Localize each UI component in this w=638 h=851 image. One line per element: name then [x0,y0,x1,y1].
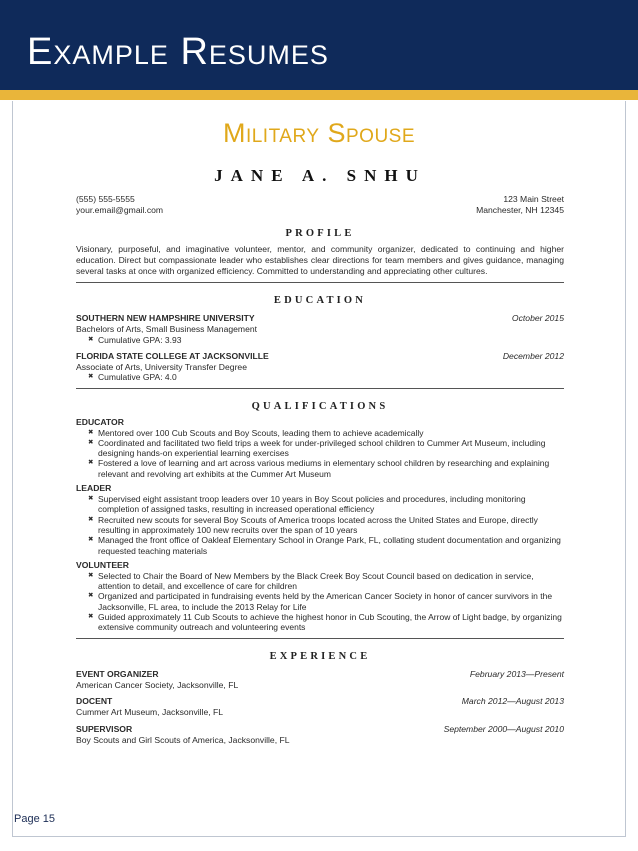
qualification-group [76,483,564,556]
contact-right [476,194,564,216]
section-title-qualifications: QUALIFICATIONS [251,400,389,412]
employer: Boy Scouts and Girl Scouts of America, Jacksonville, FL [76,734,290,745]
section-title-experience: EXPERIENCE [269,650,371,662]
list-item: ✖ Coordinated and facilitated two field trips a week for under-privileged school children to Cummer Art Museum, including designing hands-on experiential learning exercises [88,438,564,459]
experience-entry [76,724,564,746]
list-item: ✖ Guided approximately 11 Cub Scouts to achieve the highest honor in Cub Scouting, the Arrow of Light badge, by organizing extensive community outreach and volunteering events [88,612,564,633]
job-date: February 2013—Present [469,668,564,679]
section-rule [76,388,564,389]
list-item: ✖ Supervised eight assistant troop leaders over 10 years in Boy Scout policies and procedures, including monitoring completion of assigned tasks, resulting in increased operational efficiency [88,494,564,515]
page-title-text: Example Resumes [27,31,329,73]
address-line-1: 123 Main Street [503,194,564,204]
profile-text: Visionary, purposeful, and imaginative volunteer, mentor, and community organizer, dedicated to continuing and higher education. Direct but compassionate leader who establishes clear directions for team members and gives guidance, managing several tasks at once with organized efficiency. Committed to understanding and appreciating other cultures. [76,244,564,276]
school-name: FLORIDA STATE COLLEGE AT JACKSONVILLE [76,350,269,361]
phone: (555) 555-5555 [76,194,135,204]
list-item: ✖ Organized and participated in fundraising events held by the American Cancer Society in honor of cancer survivors in the Jacksonville, FL area, to include the 2013 Relay for Life [88,591,564,612]
resume-name: JANE A. SNHU [214,166,426,185]
slide-subtitle-text: Military Spouse [222,118,416,148]
experience-entry [76,669,564,691]
list-item: ✖ Selected to Chair the Board of New Members by the Black Creek Boy Scout Council based on dedication in service, attention to detail, and excellence of care for children [88,571,564,592]
job-title: SUPERVISOR [76,723,133,734]
education-date: December 2012 [502,350,564,361]
email: your.email@gmail.com [76,205,164,215]
qualification-group [76,417,564,479]
job-date: March 2012—August 2013 [461,696,564,707]
qualification-group [76,560,564,633]
school-name: SOUTHERN NEW HAMPSHIRE UNIVERSITY [76,313,255,323]
list-item: ✖ Recruited new scouts for several Boy Scouts of America troops located across the United States and Europe, directly resulting in approximately 100 new recruits over the span of 10 years [88,515,564,536]
page-title [27,32,329,72]
list-item: ✖ Mentored over 100 Cub Scouts and Boy Scouts, leading them to achieve academically [88,428,564,438]
section-title-education: EDUCATION [273,295,367,306]
gold-divider [0,90,638,100]
section-rule [76,638,564,639]
qualification-title: EDUCATOR [76,416,124,427]
contact-block [76,194,564,216]
qualification-title: LEADER [76,483,112,494]
gpa: ✖ Cumulative GPA: 4.0 [88,372,564,382]
education-entry [76,313,564,345]
degree: Bachelors of Arts, Small Business Management [76,324,258,334]
gpa: ✖ Cumulative GPA: 3.93 [88,335,564,345]
resume-document [76,166,564,745]
section-title-profile: PROFILE [285,228,355,239]
contact-left [76,194,163,216]
employer: American Cancer Society, Jacksonville, FL [76,679,239,690]
education-date: October 2015 [511,313,564,323]
job-date: September 2000—August 2010 [443,723,564,734]
experience-entry [76,696,564,718]
section-rule [76,282,564,283]
employer: Cummer Art Museum, Jacksonville, FL [76,707,224,718]
page-number: Page 15 [14,813,55,825]
job-title: DOCENT [76,696,113,707]
list-item: ✖ Fostered a love of learning and art across various mediums in elementary school children by researching and explaining relevant and revolving art exhibits at the Cummer Art Museum [88,458,564,479]
list-item: ✖ Managed the front office of Oakleaf Elementary School in Orange Park, FL, collating student documentation and organizing requested teaching materials [88,535,564,556]
job-title: EVENT ORGANIZER [76,668,159,679]
education-entry [76,351,564,383]
address-line-2: Manchester, NH 12345 [476,205,564,215]
degree: Associate of Arts, University Transfer Degree [76,361,247,372]
slide-subtitle [0,118,638,148]
qualification-title: VOLUNTEER [76,559,129,570]
